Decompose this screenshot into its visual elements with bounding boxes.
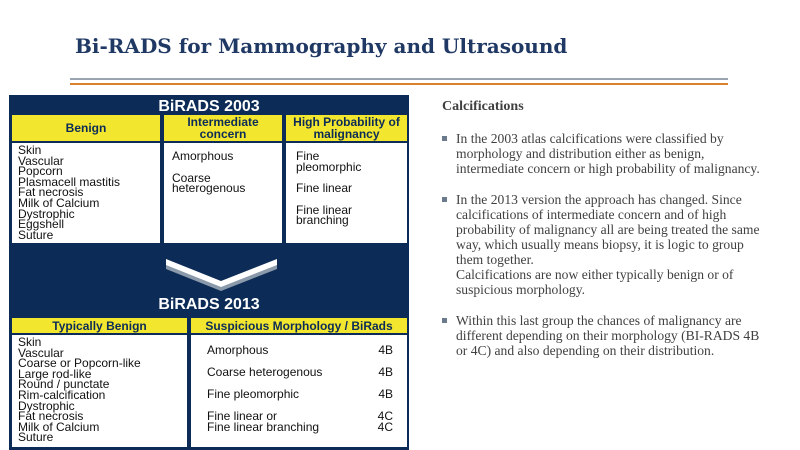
list-item: Large rod-like	[18, 366, 92, 381]
down-arrow-icon	[164, 257, 279, 293]
high-prob-2003-list	[286, 143, 407, 243]
list-item: Rim-calcification	[18, 387, 106, 402]
bullet-continuation: Calcifications are now either typically benign or of suspicious morphology.	[456, 267, 734, 297]
list-item: Fine	[296, 149, 320, 163]
list-item: Vascular	[18, 345, 64, 360]
intermediate-2003-header: Intermediate concern	[164, 115, 282, 141]
table-row: Amorphous 4B	[207, 343, 393, 357]
list-item: heterogenous	[172, 181, 246, 196]
bullet-item: In the 2013 version the approach has changed. Since calcifications of intermediate concern and of high probability of malignancy all are being treated the same way, which usually means biopsy, it is logic to group them together. Calcifications are now either typically benign or of suspicious morphology.	[442, 192, 772, 297]
benign-2003-header: Benign	[12, 115, 160, 141]
list-item: Milk of Calcium	[18, 419, 100, 434]
birads-2013-header: BiRADS 2013	[158, 296, 260, 313]
text-panel	[442, 99, 772, 374]
list-item: Milk of Calcium	[18, 195, 100, 210]
list-item: pleomorphic	[296, 159, 362, 174]
list-item: Vascular	[18, 153, 64, 168]
table-row: Fine linear branching 4C	[207, 420, 393, 434]
high-prob-2003-header: High Probability of malignancy	[286, 115, 407, 141]
benign-2013-list	[12, 335, 187, 447]
divider-gray	[70, 78, 728, 80]
list-item: Amorphous	[172, 149, 234, 163]
list-item: branching	[296, 213, 349, 228]
list-item: Coarse or Popcorn-like	[18, 356, 141, 371]
list-item: Fat necrosis	[18, 409, 84, 424]
list-item: Skin	[18, 335, 42, 349]
benign-2003-list	[12, 143, 160, 243]
list-item: Dystrophic	[18, 398, 75, 413]
suspicious-2013-header: Suspicious Morphology / BiRads	[191, 318, 407, 333]
intermediate-2003-list	[164, 143, 282, 243]
list-item: Fine linear	[296, 181, 353, 196]
birads-figure	[9, 95, 409, 450]
table-row: Fine linear or 4C	[207, 409, 393, 423]
table-row: Coarse heterogenous 4B	[207, 365, 393, 379]
page-title: Bi-RADS for Mammography and Ultrasound	[75, 34, 568, 58]
list-item: Coarse	[172, 170, 211, 185]
list-item: Round / punctate	[18, 377, 110, 392]
list-item: Skin	[18, 143, 42, 157]
benign-2013-header: Typically Benign	[12, 318, 187, 333]
divider-orange	[70, 83, 728, 85]
table-row: Fine pleomorphic 4B	[207, 387, 393, 401]
list-item: Plasmacell mastitis	[18, 174, 121, 189]
section-subtitle: Calcifications	[442, 99, 524, 114]
suspicious-2013-list	[191, 335, 407, 447]
list-item: Suture	[18, 227, 54, 242]
list-item: Popcorn	[18, 164, 63, 179]
birads-2003-header: BiRADS 2003	[158, 98, 260, 115]
list-item: Eggshell	[18, 217, 65, 232]
list-item: Fat necrosis	[18, 185, 84, 200]
list-item: Suture	[18, 430, 54, 445]
list-item: Dystrophic	[18, 206, 75, 221]
bullet-item: Within this last group the chances of malignancy are different depending on their morphology (BI-RADS 4B or 4C) and also depending on their distribution.	[442, 313, 772, 358]
bullet-item: In the 2003 atlas calcifications were classified by morphology and distribution either as benign, intermediate concern or high probability of malignancy.	[442, 131, 772, 176]
list-item: Fine linear	[296, 202, 353, 217]
